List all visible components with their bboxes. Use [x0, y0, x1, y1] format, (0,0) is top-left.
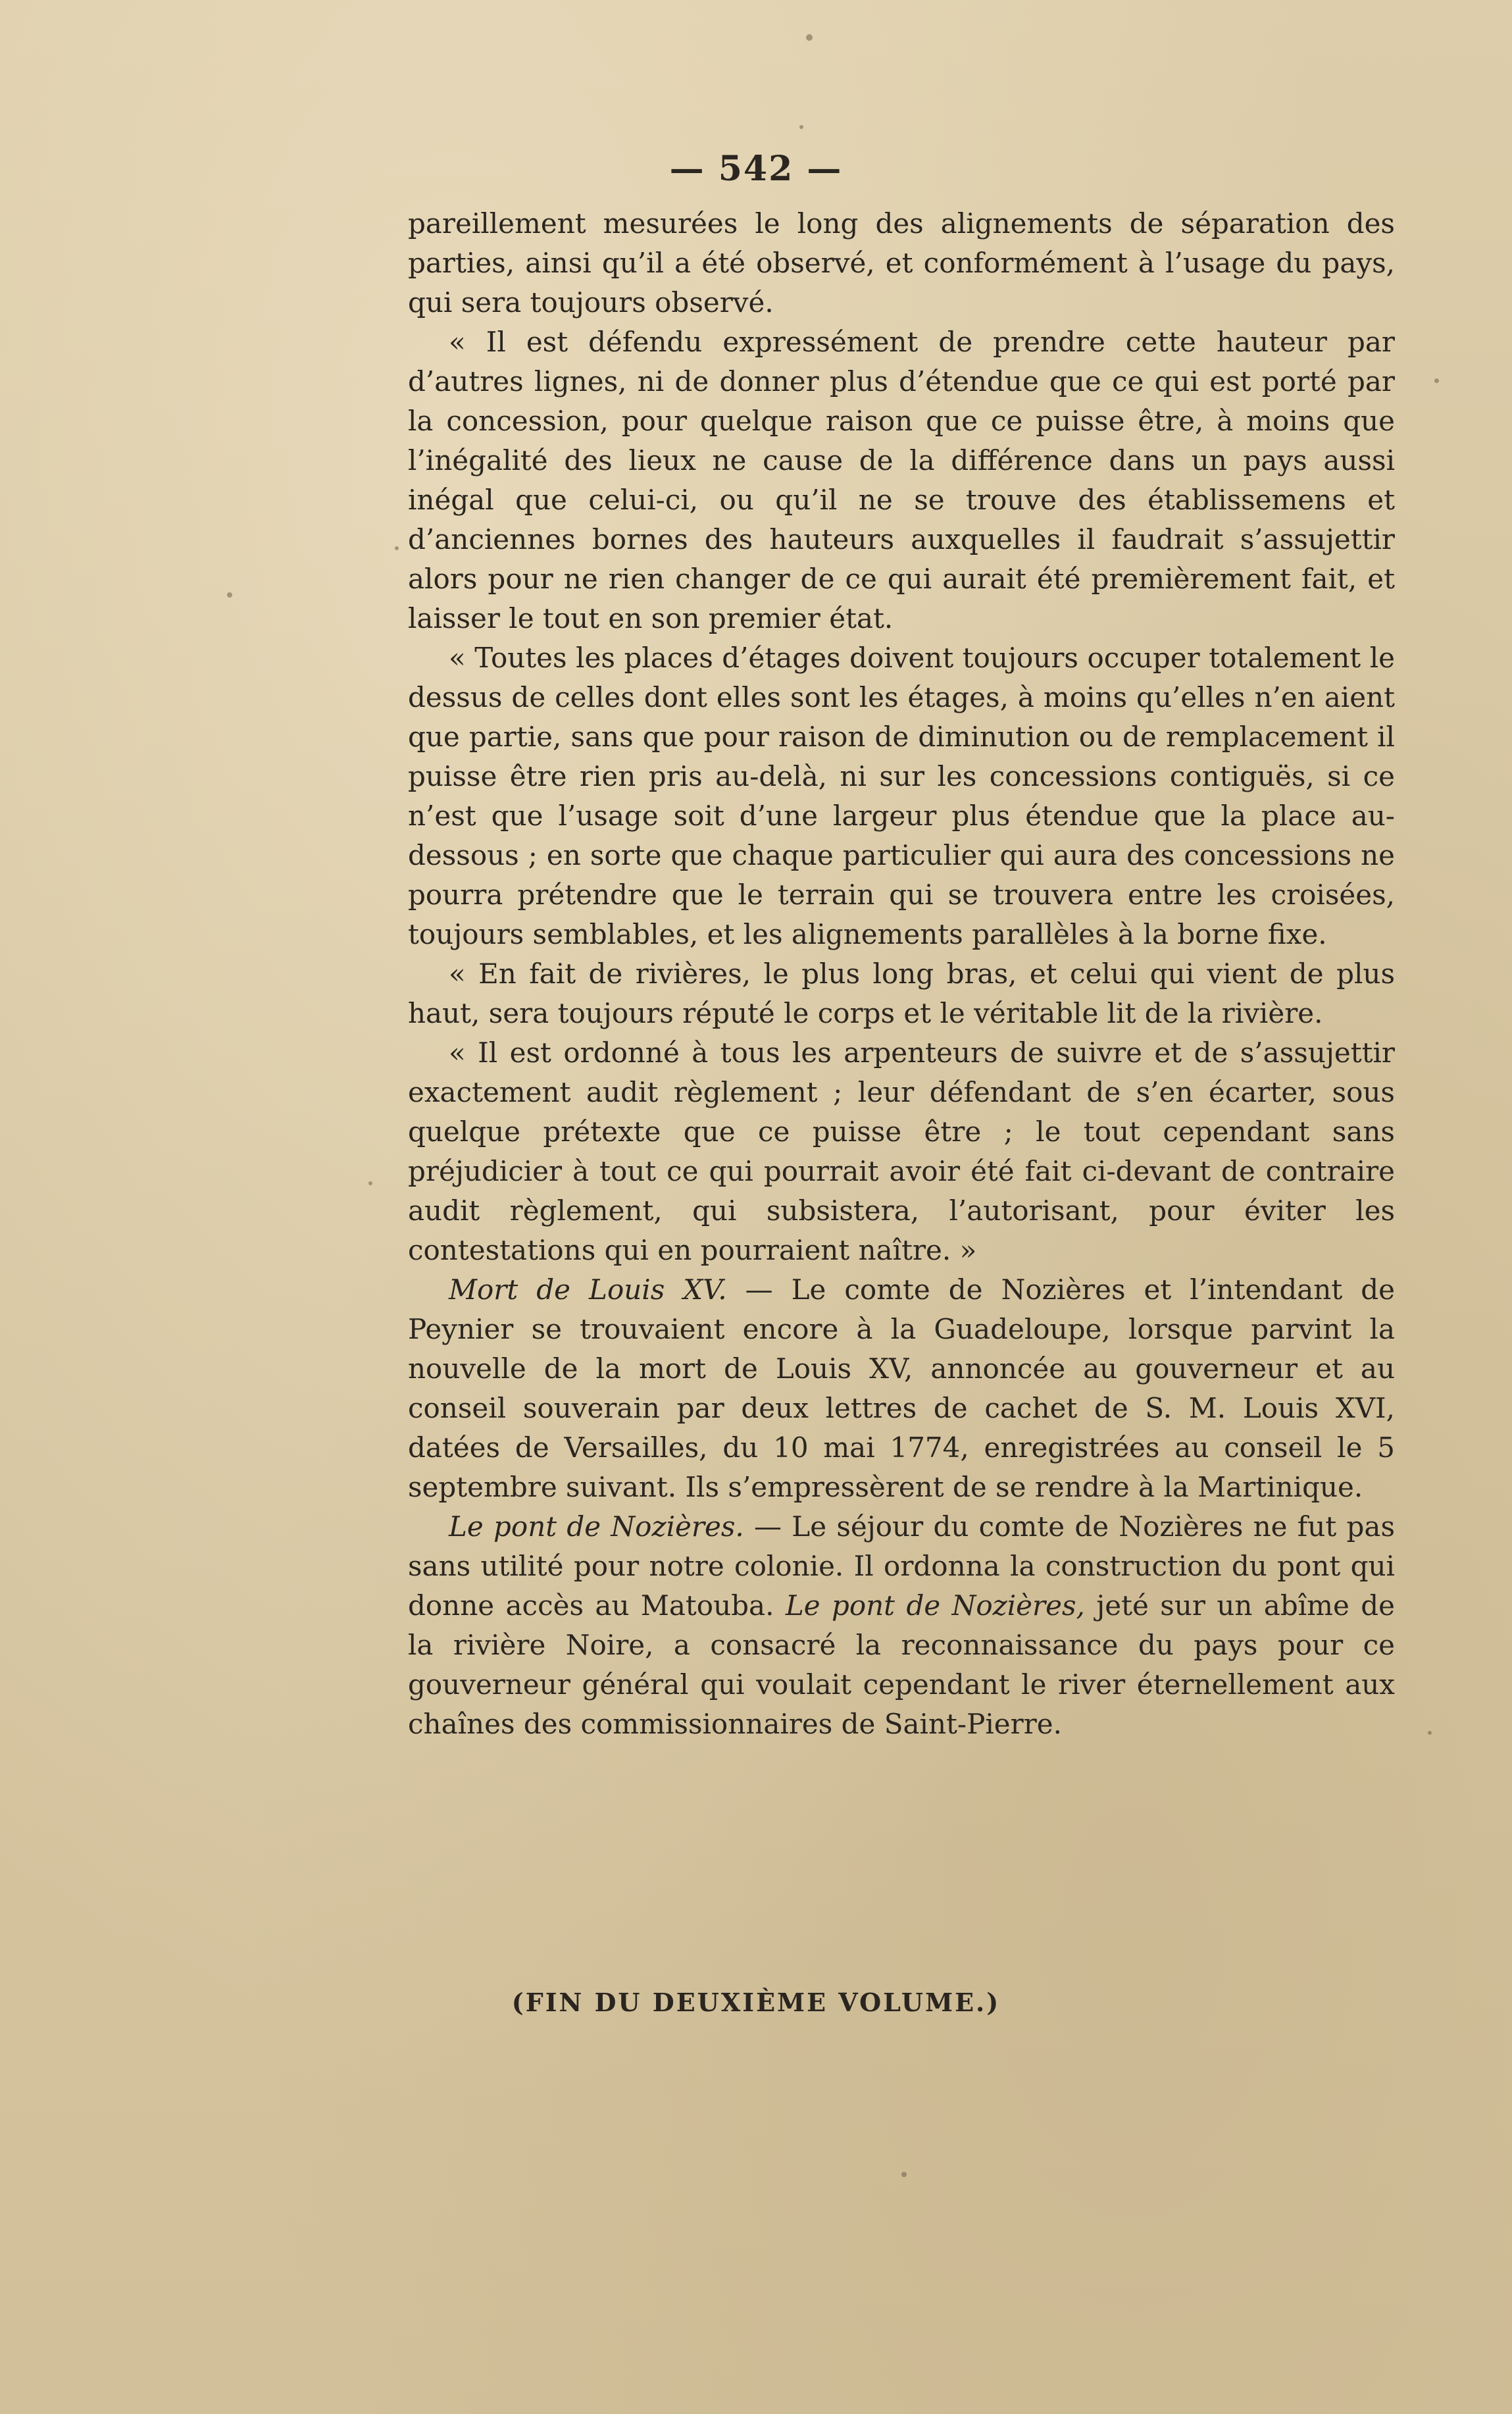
paper-speck: [1434, 378, 1439, 383]
paper-speck: [227, 592, 232, 598]
paragraph-6: [408, 1270, 1395, 1507]
paragraph-4: « En fait de rivières, le plus long bras, et celui qui vient de plus haut, sera toujours réputé le corps et le véritable lit de la rivière.: [408, 958, 1395, 1029]
paper-speck: [901, 2172, 907, 2177]
paper-speck: [395, 546, 399, 550]
page-number: — 542 —: [669, 149, 843, 189]
paragraph-7-text-after: jeté sur un abîme de la rivière Noire, a consacré la reconnaissance du pays pour ce gouverneur général qui voulait cependant le river éternellement aux chaînes des commissionnaires de Saint-Pierre.: [408, 1589, 1395, 1740]
paragraph-2: « Il est défendu expressément de prendre cette hauteur par d’autres lignes, ni de donner plus d’étendue que ce qui est porté par la concession, pour quelque raison que ce puisse être, à moins que l’inégalité des lieux ne cause de la différence dans un pays aussi inégal que celui-ci, ou qu’il ne se trouve des établissemens et d’anciennes bornes des hauteurs auxquelles il faudrait s’assujettir alors pour ne rien changer de ce qui aurait été premièrement fait, et laisser le tout en son premier état.: [408, 326, 1395, 634]
section-heading-mort-de-louis-xv: Mort de Louis XV.: [449, 1273, 727, 1306]
inline-italic-pont: Le pont de Nozières,: [785, 1589, 1085, 1622]
paragraph-7-text: — Le séjour du comte de Nozières ne fut pas sans utilité pour notre colonie. Il ordonna la construction du pont qui donne accès au Matouba.: [408, 1510, 1395, 1622]
paper-speck: [368, 1181, 372, 1185]
paper-speck: [1428, 1731, 1432, 1735]
paragraph-1: pareillement mesurées le long des alignements de séparation des parties, ainsi qu’il a été observé, et conformément à l’usage du pays, qui sera toujours observé.: [408, 207, 1395, 319]
paragraph-5: « Il est ordonné à tous les arpenteurs de suivre et de s’assujettir exactement audit règlement ; leur défendant de s’en écarter, sous quelque prétexte que ce puisse être ; le tout cependant sans préjudicier à tout ce qui pourrait avoir été fait ci-devant de contraire audit règlement, qui subsistera, l’autorisant, pour éviter les contestations qui en pourraient naître. »: [408, 1037, 1395, 1266]
paragraph-3: « Toutes les places d’étages doivent toujours occuper totalement le dessus de celles dont elles sont les étages, à moins qu’elles n’en aient que partie, sans que pour raison de diminution ou de remplacement il puisse être rien pris au-delà, ni sur les concessions contiguës, si ce n’est que l’usage soit d’une largeur plus étendue que la place au-dessous ; en sorte que chaque particulier qui aura des concessions ne pourra prétendre que le terrain qui se trouvera entre les croisées, toujours semblables, et les alignements parallèles à la borne fixe.: [408, 642, 1395, 950]
paper-speck: [799, 125, 803, 129]
body-text: [408, 204, 1395, 1744]
paragraph-6-text: — Le comte de Nozières et l’intendant de Peynier se trouvaient encore à la Guadeloupe, lorsque parvint la nouvelle de la mort de Louis XV, annoncée au gouverneur et au conseil souverain par deux lettres de cachet de S. M. Louis XVI, datées de Versailles, du 10 mai 1774, enregistrées au conseil le 5 septembre suivant. Ils s’empressèrent de se rendre à la Martinique.: [408, 1273, 1395, 1503]
paper-speck: [806, 34, 813, 41]
paragraph-7: [408, 1507, 1395, 1744]
section-heading-pont-de-nozieres: Le pont de Nozières.: [449, 1510, 744, 1543]
end-of-volume-note: (FIN DU DEUXIÈME VOLUME.): [511, 1988, 1001, 2017]
